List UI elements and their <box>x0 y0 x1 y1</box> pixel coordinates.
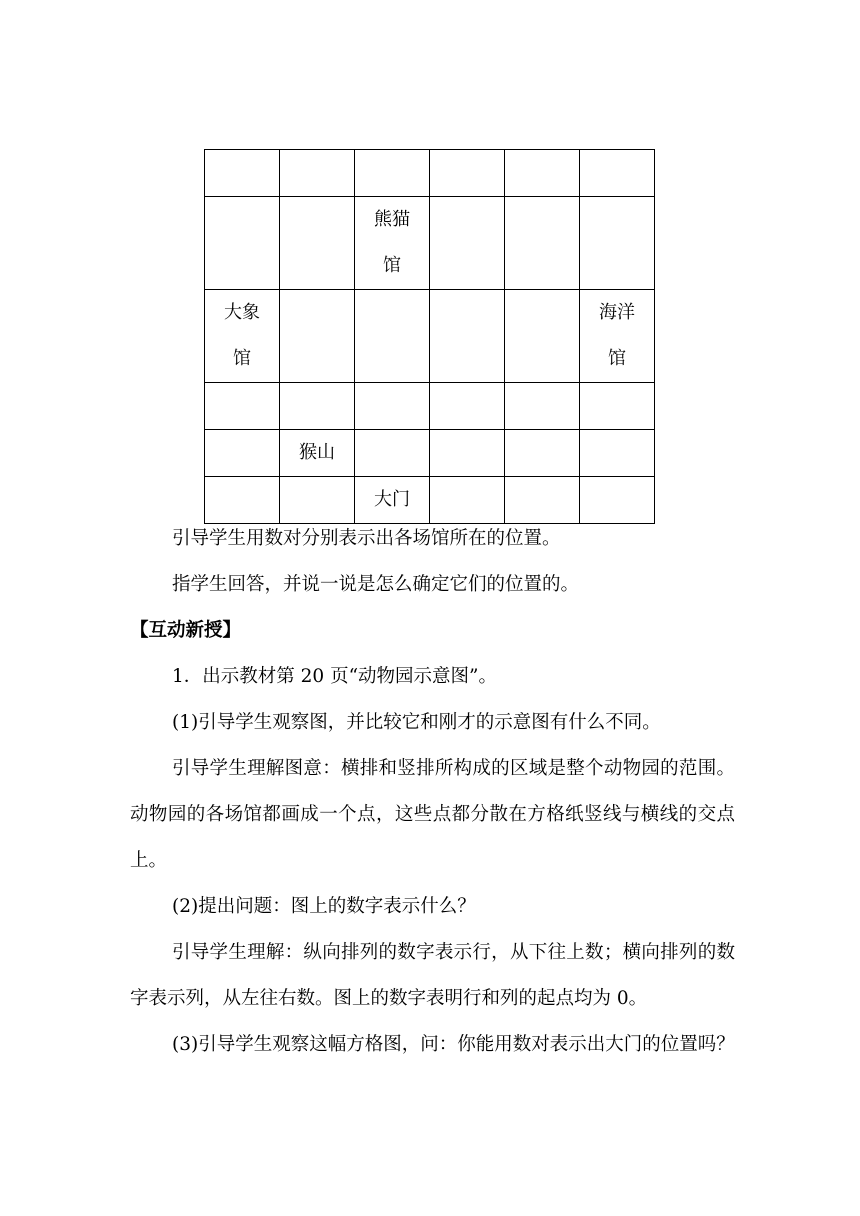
grid-cell <box>505 150 580 197</box>
paragraph-understand-map: 引导学生理解图意：横排和竖排所构成的区域是整个动物园的范围。动物园的各场馆都画成一个点，这些点都分散在方格纸竖线与横线的交点上。 <box>130 758 735 871</box>
grid-cell <box>205 383 280 430</box>
grid-cell <box>205 197 280 290</box>
grid-row <box>205 197 655 290</box>
grid-cell <box>430 150 505 197</box>
grid-cell <box>505 197 580 290</box>
grid-cell <box>355 383 430 430</box>
paragraph-step-1-1: (1)引导学生观察图，并比较它和刚才的示意图有什么不同。 <box>172 712 661 733</box>
grid-cell <box>205 430 280 477</box>
grid-cell <box>505 430 580 477</box>
grid-row <box>205 383 655 430</box>
ocean-hall-label: 海洋馆 <box>599 302 635 369</box>
grid-cell <box>205 150 280 197</box>
grid-cell <box>580 430 655 477</box>
ocean-hall-cell <box>580 290 655 383</box>
paragraph-step-1: 1．出示教材第 20 页“动物园示意图”。 <box>172 666 497 687</box>
paragraph-student-answer: 指学生回答，并说一说是怎么确定它们的位置的。 <box>172 574 580 595</box>
grid-cell <box>430 383 505 430</box>
grid-cell <box>355 290 430 383</box>
grid-cell <box>280 197 355 290</box>
grid-cell <box>580 197 655 290</box>
grid-cell <box>280 383 355 430</box>
zoo-grid-table <box>204 149 655 524</box>
paragraph-step-3: (3)引导学生观察这幅方格图，问：你能用数对表示出大门的位置吗？ <box>172 1034 735 1055</box>
paragraph-numbers-meaning: 引导学生理解：纵向排列的数字表示行，从下往上数；横向排列的数字表示列，从左往右数。图上的数字表明行和列的起点均为 0。 <box>130 942 735 1009</box>
grid-cell <box>505 383 580 430</box>
grid-cell <box>355 150 430 197</box>
grid-cell <box>430 430 505 477</box>
grid-cell <box>355 430 430 477</box>
main-gate-label: 大门 <box>374 489 410 510</box>
grid-row <box>205 290 655 383</box>
grid-row <box>205 430 655 477</box>
panda-hall-cell <box>355 197 430 290</box>
grid-cell <box>505 290 580 383</box>
elephant-hall-label: 大象馆 <box>224 302 260 369</box>
monkey-hill-label: 猴山 <box>299 442 335 463</box>
paragraph-guide-positions: 引导学生用数对分别表示出各场馆所在的位置。 <box>172 528 561 549</box>
monkey-hill-cell <box>280 430 355 477</box>
grid-cell <box>430 290 505 383</box>
grid-cell <box>430 197 505 290</box>
grid-cell <box>280 290 355 383</box>
elephant-hall-cell <box>205 290 280 383</box>
grid-cell <box>580 383 655 430</box>
grid-cell <box>280 150 355 197</box>
paragraph-step-2: (2)提出问题：图上的数字表示什么？ <box>172 896 476 917</box>
grid-cell <box>580 150 655 197</box>
section-heading: 【互动新授】 <box>130 620 242 641</box>
panda-hall-label: 熊猫馆 <box>374 209 410 276</box>
grid-row <box>205 150 655 197</box>
